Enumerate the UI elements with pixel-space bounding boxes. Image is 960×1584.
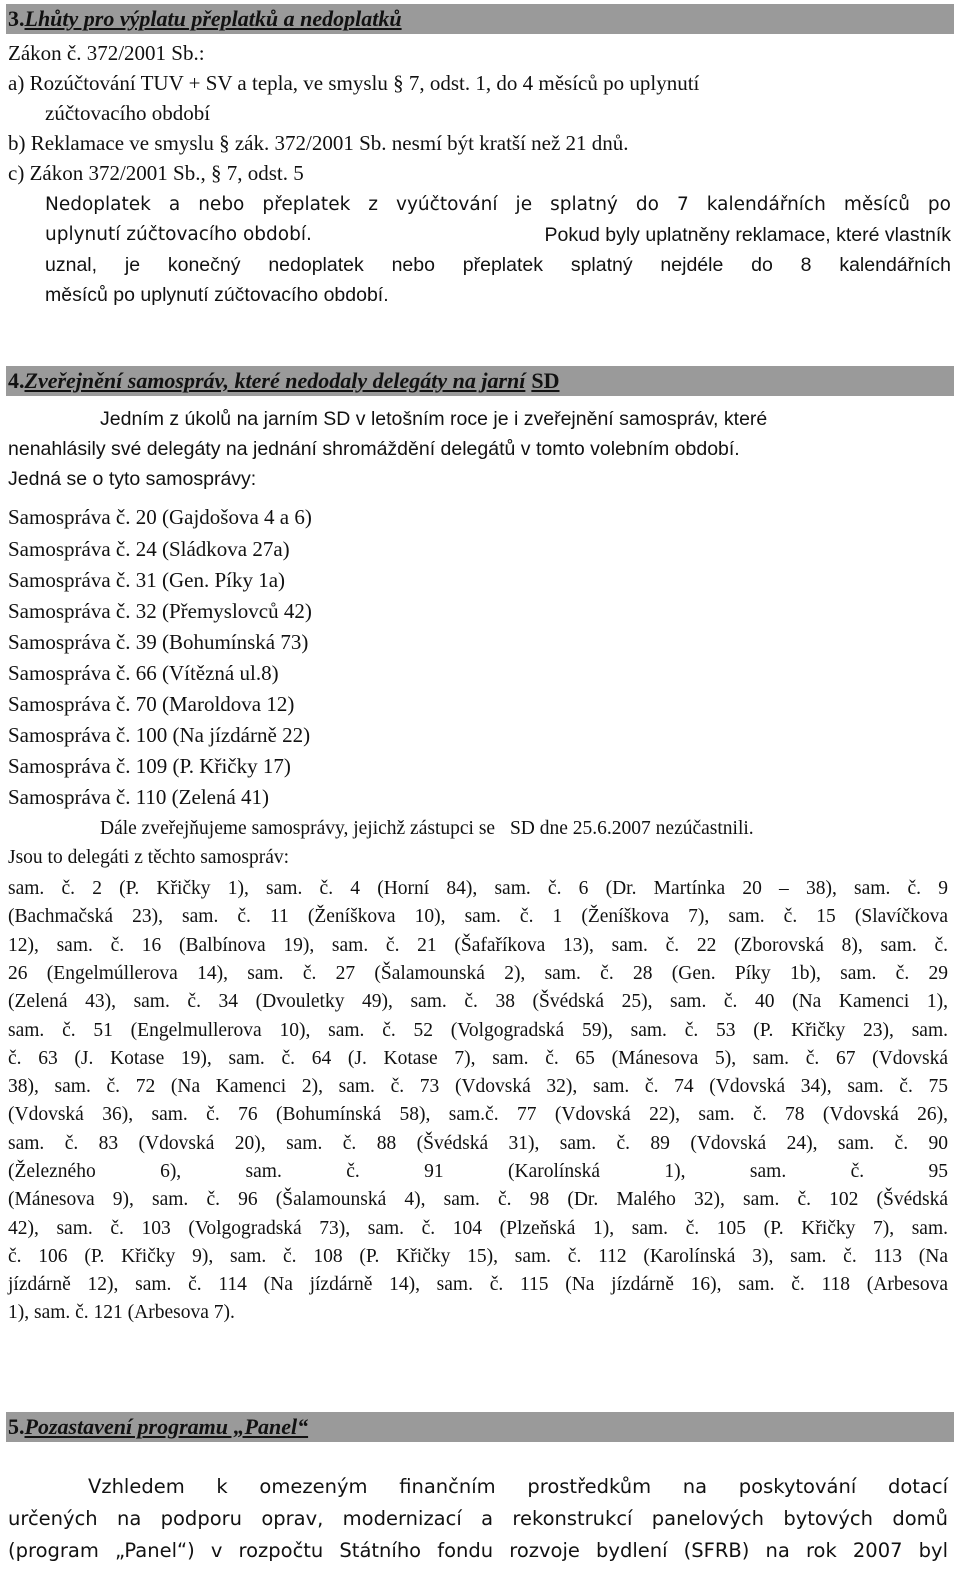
section-5-number: 5. [8,1414,25,1439]
delegates-paragraph-line: (Vdovská 36), sam. č. 76 (Bohumínská 58), sam.č. 77 (Vdovská 22), sam. č. 78 (Vdovská 26), [8,1104,948,1126]
section-4-intro-3: Jedná se o tyto samosprávy: [8,468,257,490]
item-c-line-2a: uplynutí zúčtovacího období. [45,224,312,245]
list-item: Samospráva č. 32 (Přemyslovců 42) [8,599,312,623]
section-3-number: 3. [8,6,25,31]
list-item: Samospráva č. 109 (P. Křičky 17) [8,754,291,778]
item-b: b) Reklamace ve smyslu § zák. 372/2001 Sb. nesmí být kratší než 21 dnů. [8,131,629,155]
section-4-heading [8,366,559,396]
item-c-line-2 [45,222,951,248]
section-5-line-3: (program „Panel“) v rozpočtu Státního fondu rozvoje bydlení (SFRB) na rok 2007 byl [8,1539,948,1562]
delegates-paragraph-line: (Mánesova 9), sam. č. 96 (Šalamounská 4), sam. č. 98 (Dr. Malého 32), sam. č. 102 (Švédská [8,1189,948,1211]
section-4-title-tail: SD [531,368,560,393]
list-item: Samospráva č. 66 (Vítězná ul.8) [8,661,279,685]
item-a-line-2: zúčtovacího období [45,101,211,125]
list-item: Samospráva č. 110 (Zelená 41) [8,785,270,809]
delegates-paragraph-line: sam. č. 51 (Engelmullerova 10), sam. č. 52 (Volgogradská 59), sam. č. 53 (P. Křičky 23), sam. [8,1019,948,1041]
item-a-line-1: a) Rozúčtování TUV + SV a tepla, ve smyslu § 7, odst. 1, do 4 měsíců po uplynutí [8,71,700,95]
section-4-title: Zveřejnění samospráv, které nedodaly delegáty na jarní [24,368,526,393]
list-item: Samospráva č. 100 (Na jízdárně 22) [8,723,311,747]
delegates-paragraph-line: 26 (Engelmúllerova 14), sam. č. 27 (Šalamounská 2), sam. č. 28 (Gen. Píky 1b), sam. č. 29 [8,962,948,984]
delegates-paragraph-line: 12), sam. č. 16 (Balbínova 19), sam. č. 21 (Šafaříkova 13), sam. č. 22 (Zborovská 8), sam. č. [8,934,948,956]
delegates-paragraph-last: 1), sam. č. 121 (Arbesova 7). [8,1302,235,1323]
section-5-title: Pozastavení programu „Panel“ [24,1414,309,1439]
also-published-a: Dále zveřejňujeme samosprávy, jejichž zástupci se [100,818,496,839]
delegates-paragraph-line: č. 63 (J. Kotase 19), sam. č. 64 (J. Kotase 7), sam. č. 65 (Mánesova 5), sam. č. 67 (Vdovská [8,1047,948,1069]
item-c-line-1: Nedoplatek a nebo přeplatek z vyúčtování je splatný do 7 kalendářních měsíců po [45,194,951,215]
item-c-head: c) Zákon 372/2001 Sb., § 7, odst. 5 [8,161,304,185]
delegates-paragraph-line: sam. č. 2 (P. Křičky 1), sam. č. 4 (Horní 84), sam. č. 6 (Dr. Martínka 20 – 38), sam. č. 9 [8,878,948,899]
list-item: Samospráva č. 70 (Maroldova 12) [8,692,295,716]
section-3-heading [8,4,402,34]
law-reference: Zákon č. 372/2001 Sb.: [8,41,205,65]
section-5-heading [8,1412,308,1442]
delegates-paragraph-line: 38), sam. č. 72 (Na Kamenci 2), sam. č. 73 (Vdovská 32), sam. č. 74 (Vdovská 34), sam. č. 75 [8,1076,948,1098]
section-4-intro-1: Jedním z úkolů na jarním SD v letošním roce je i zveřejnění samospráv, které [100,408,768,430]
list-item: Samospráva č. 20 (Gajdošova 4 a 6) [8,505,312,529]
list-item: Samospráva č. 39 (Bohumínská 73) [8,630,309,654]
item-c-line-2b: Pokud byly uplatněny reklamace, které vlastník [544,224,951,246]
delegates-paragraph-line: sam. č. 83 (Vdovská 20), sam. č. 88 (Švédská 31), sam. č. 89 (Vdovská 24), sam. č. 90 [8,1132,948,1154]
delegates-paragraph-line: jízdárně 12), sam. č. 114 (Na jízdárně 14), sam. č. 115 (Na jízdárně 16), sam. č. 118 (Arbesova [8,1274,948,1296]
delegates-paragraph-line: č. 106 (P. Křičky 9), sam. č. 108 (P. Křičky 15), sam. č. 112 (Karolínská 3), sam. č. 113 (Na [8,1245,948,1267]
list-item: Samospráva č. 24 (Sládkova 27a) [8,537,290,561]
section-5-line-2: určených na podporu oprav, modernizací a rekonstrukcí panelových bytových domů [8,1507,948,1530]
delegates-paragraph-line: (Zelená 43), sam. č. 34 (Dvouletky 49), sam. č. 38 (Švédská 25), sam. č. 40 (Na Kamenci 1), [8,991,948,1013]
delegates-paragraph-line: 42), sam. č. 103 (Volgogradská 73), sam. č. 104 (Plzeňská 1), sam. č. 105 (P. Křičky 7), sam. [8,1217,948,1239]
item-c-line-3: uznal, je konečný nedoplatek nebo přeplatek splatný nejdéle do 8 kalendářních [45,254,951,276]
delegates-paragraph-line: (Bachmačská 23), sam. č. 11 (Ženíškova 10), sam. č. 1 (Ženíškova 7), sam. č. 15 (Slavíčkova [8,906,948,928]
also-published-b: SD dne 25.6.2007 nezúčastnili. [509,818,754,839]
section-3-title: Lhůty pro výplatu přeplatků a nedoplatků [24,6,402,31]
section-5-line-1: Vzhledem k omezeným finančním prostředkům na poskytování dotací [88,1475,948,1498]
section-4-number: 4. [8,368,25,393]
delegates-paragraph-line: (Železného 6), sam. č. 91 (Karolínská 1), sam. č. 95 [8,1161,948,1182]
also-published-line [100,816,754,842]
list-item: Samospráva č. 31 (Gen. Píky 1a) [8,568,286,592]
delegates-intro: Jsou to delegáti z těchto samospráv: [8,847,290,868]
section-4-intro-2: nenahlásily své delegáty na jednání shromáždění delegátů v tomto volebním období. [8,438,740,460]
item-c-line-4: měsíců po uplynutí zúčtovacího období. [45,284,389,306]
